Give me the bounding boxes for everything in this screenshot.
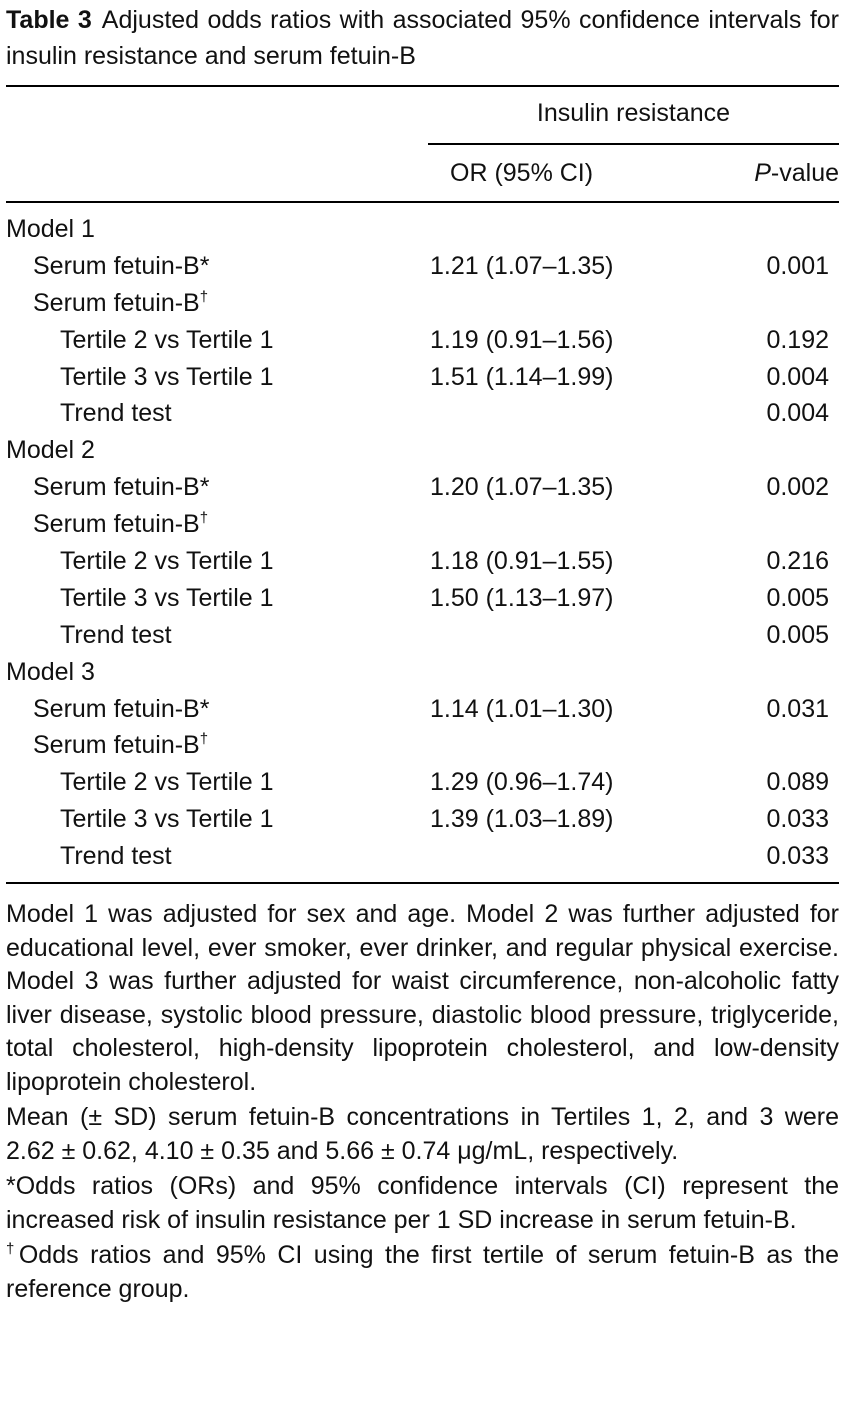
column-header-p-value [754,158,839,188]
row-label-text: Tertile 2 vs Tertile 1 [60,547,274,576]
table-row [6,617,839,654]
row-label [33,469,209,505]
row-odds-ratio: 1.19 (0.91–1.56) [430,325,614,354]
row-label-text: Trend test [60,620,172,649]
table-caption [6,2,839,74]
row-label-text: Trend test [60,842,172,871]
row-label-mark: † [199,509,209,527]
header-bottom-rule [6,201,839,203]
table-caption-text: Adjusted odds ratios with associated 95% confidence intervals for insulin resistance and serum fetuin-B [6,6,840,70]
row-p-value: 0.004 [766,399,829,428]
table-row [6,801,839,838]
row-label-text: Tertile 2 vs Tertile 1 [60,768,274,797]
group-header-insulin-resistance: Insulin resistance [536,99,731,127]
row-p-value: 0.005 [766,583,829,612]
row-label-text: Tertile 3 vs Tertile 1 [60,805,274,834]
row-label [33,506,208,542]
table-row [6,359,839,396]
row-label-text: Tertile 2 vs Tertile 1 [60,325,274,354]
table-label: Table 3 [6,6,92,34]
row-odds-ratio: 1.21 (1.07–1.35) [430,251,614,280]
table-row [6,764,839,801]
row-label-mark: † [199,731,209,749]
footnote-asterisk: *Odds ratios (ORs) and 95% confidence intervals (CI) represent the increased risk of insulin resistance per 1 SD increase in serum fetuin-B. [6,1172,839,1234]
group-header-rule [428,143,839,145]
row-label [33,691,209,727]
row-p-value: 0.033 [766,805,829,834]
row-label [60,543,274,579]
row-label-text: Tertile 3 vs Tertile 1 [60,362,274,391]
table-row [6,469,839,506]
column-header-or: OR (95% CI) [450,159,594,187]
row-label-text: Model 3 [6,657,95,686]
row-label [60,359,274,395]
row-p-value: 0.005 [766,620,829,649]
table-row [6,211,839,248]
bottom-rule [6,882,839,884]
row-label [33,727,208,763]
row-label [60,617,172,653]
table-footnotes [6,898,839,1308]
table-row [6,506,839,543]
row-odds-ratio: 1.14 (1.01–1.30) [430,694,614,723]
table-row [6,838,839,875]
row-label-text: Trend test [60,399,172,428]
table-row [6,432,839,469]
row-label [60,764,274,800]
row-p-value: 0.002 [766,473,829,502]
table-row [6,248,839,285]
table-row [6,395,839,432]
row-label-text: Serum fetuin-B [33,731,200,760]
row-label [60,801,274,837]
row-odds-ratio: 1.51 (1.14–1.99) [430,362,614,391]
table-row [6,285,839,322]
row-p-value: 0.004 [766,362,829,391]
table-row [6,727,839,764]
row-label-text: Serum fetuin-B [33,510,200,539]
footnote-dagger [6,1239,839,1306]
footnote-adjustment: Model 1 was adjusted for sex and age. Model 2 was further adjusted for educational level, ever smoker, ever drinker, and regular physical exercise. Model 3 was further adjusted for waist circumference, non-alcoholic fatty liver disease, systolic blood pressure, diastolic blood pressure, triglyceride, total cholesterol, high-density lipoprotein cholesterol, and low-density lipoprotein cholesterol. [6,900,839,1096]
dagger-mark: † [6,1240,19,1258]
row-label-mark: † [199,288,209,306]
row-label [60,580,274,616]
row-p-value: 0.089 [766,768,829,797]
row-odds-ratio: 1.39 (1.03–1.89) [430,805,614,834]
row-odds-ratio: 1.29 (0.96–1.74) [430,768,614,797]
row-label [33,248,209,284]
row-odds-ratio: 1.20 (1.07–1.35) [430,473,614,502]
table-body [6,211,839,875]
row-label-text: Model 1 [6,215,95,243]
row-label [6,432,95,468]
p-rest: -value [770,159,839,187]
row-label [33,285,208,321]
row-label-text: Model 2 [6,436,95,465]
row-label [6,654,95,690]
row-p-value: 0.192 [766,325,829,354]
top-rule [6,85,839,87]
row-label-text: Serum fetuin-B* [33,473,210,502]
row-label [60,322,274,358]
footnote-dagger-text: Odds ratios and 95% CI using the first tertile of serum fetuin-B as the reference group. [6,1241,839,1303]
p-italic: P [754,159,771,187]
table-row [6,322,839,359]
row-p-value: 0.216 [766,547,829,576]
row-p-value: 0.033 [766,842,829,871]
row-label-text: Serum fetuin-B* [33,694,210,723]
row-odds-ratio: 1.50 (1.13–1.97) [430,583,614,612]
row-p-value: 0.031 [766,694,829,723]
table-row [6,691,839,728]
row-label-text: Tertile 3 vs Tertile 1 [60,583,274,612]
row-label-text: Serum fetuin-B* [33,251,210,280]
row-odds-ratio: 1.18 (0.91–1.55) [430,547,614,576]
table-row [6,543,839,580]
row-label [60,838,172,874]
row-label [60,395,172,431]
row-p-value: 0.001 [766,251,829,280]
row-label-text: Serum fetuin-B [33,288,200,317]
row-label [6,211,95,247]
table-row [6,580,839,617]
table-row [6,654,839,691]
footnote-tertiles: Mean (± SD) serum fetuin-B concentrations in Tertiles 1, 2, and 3 were 2.62 ± 0.62, 4.10 ± 0.35 and 5.66 ± 0.74 μg/mL, respectively. [6,1103,839,1165]
